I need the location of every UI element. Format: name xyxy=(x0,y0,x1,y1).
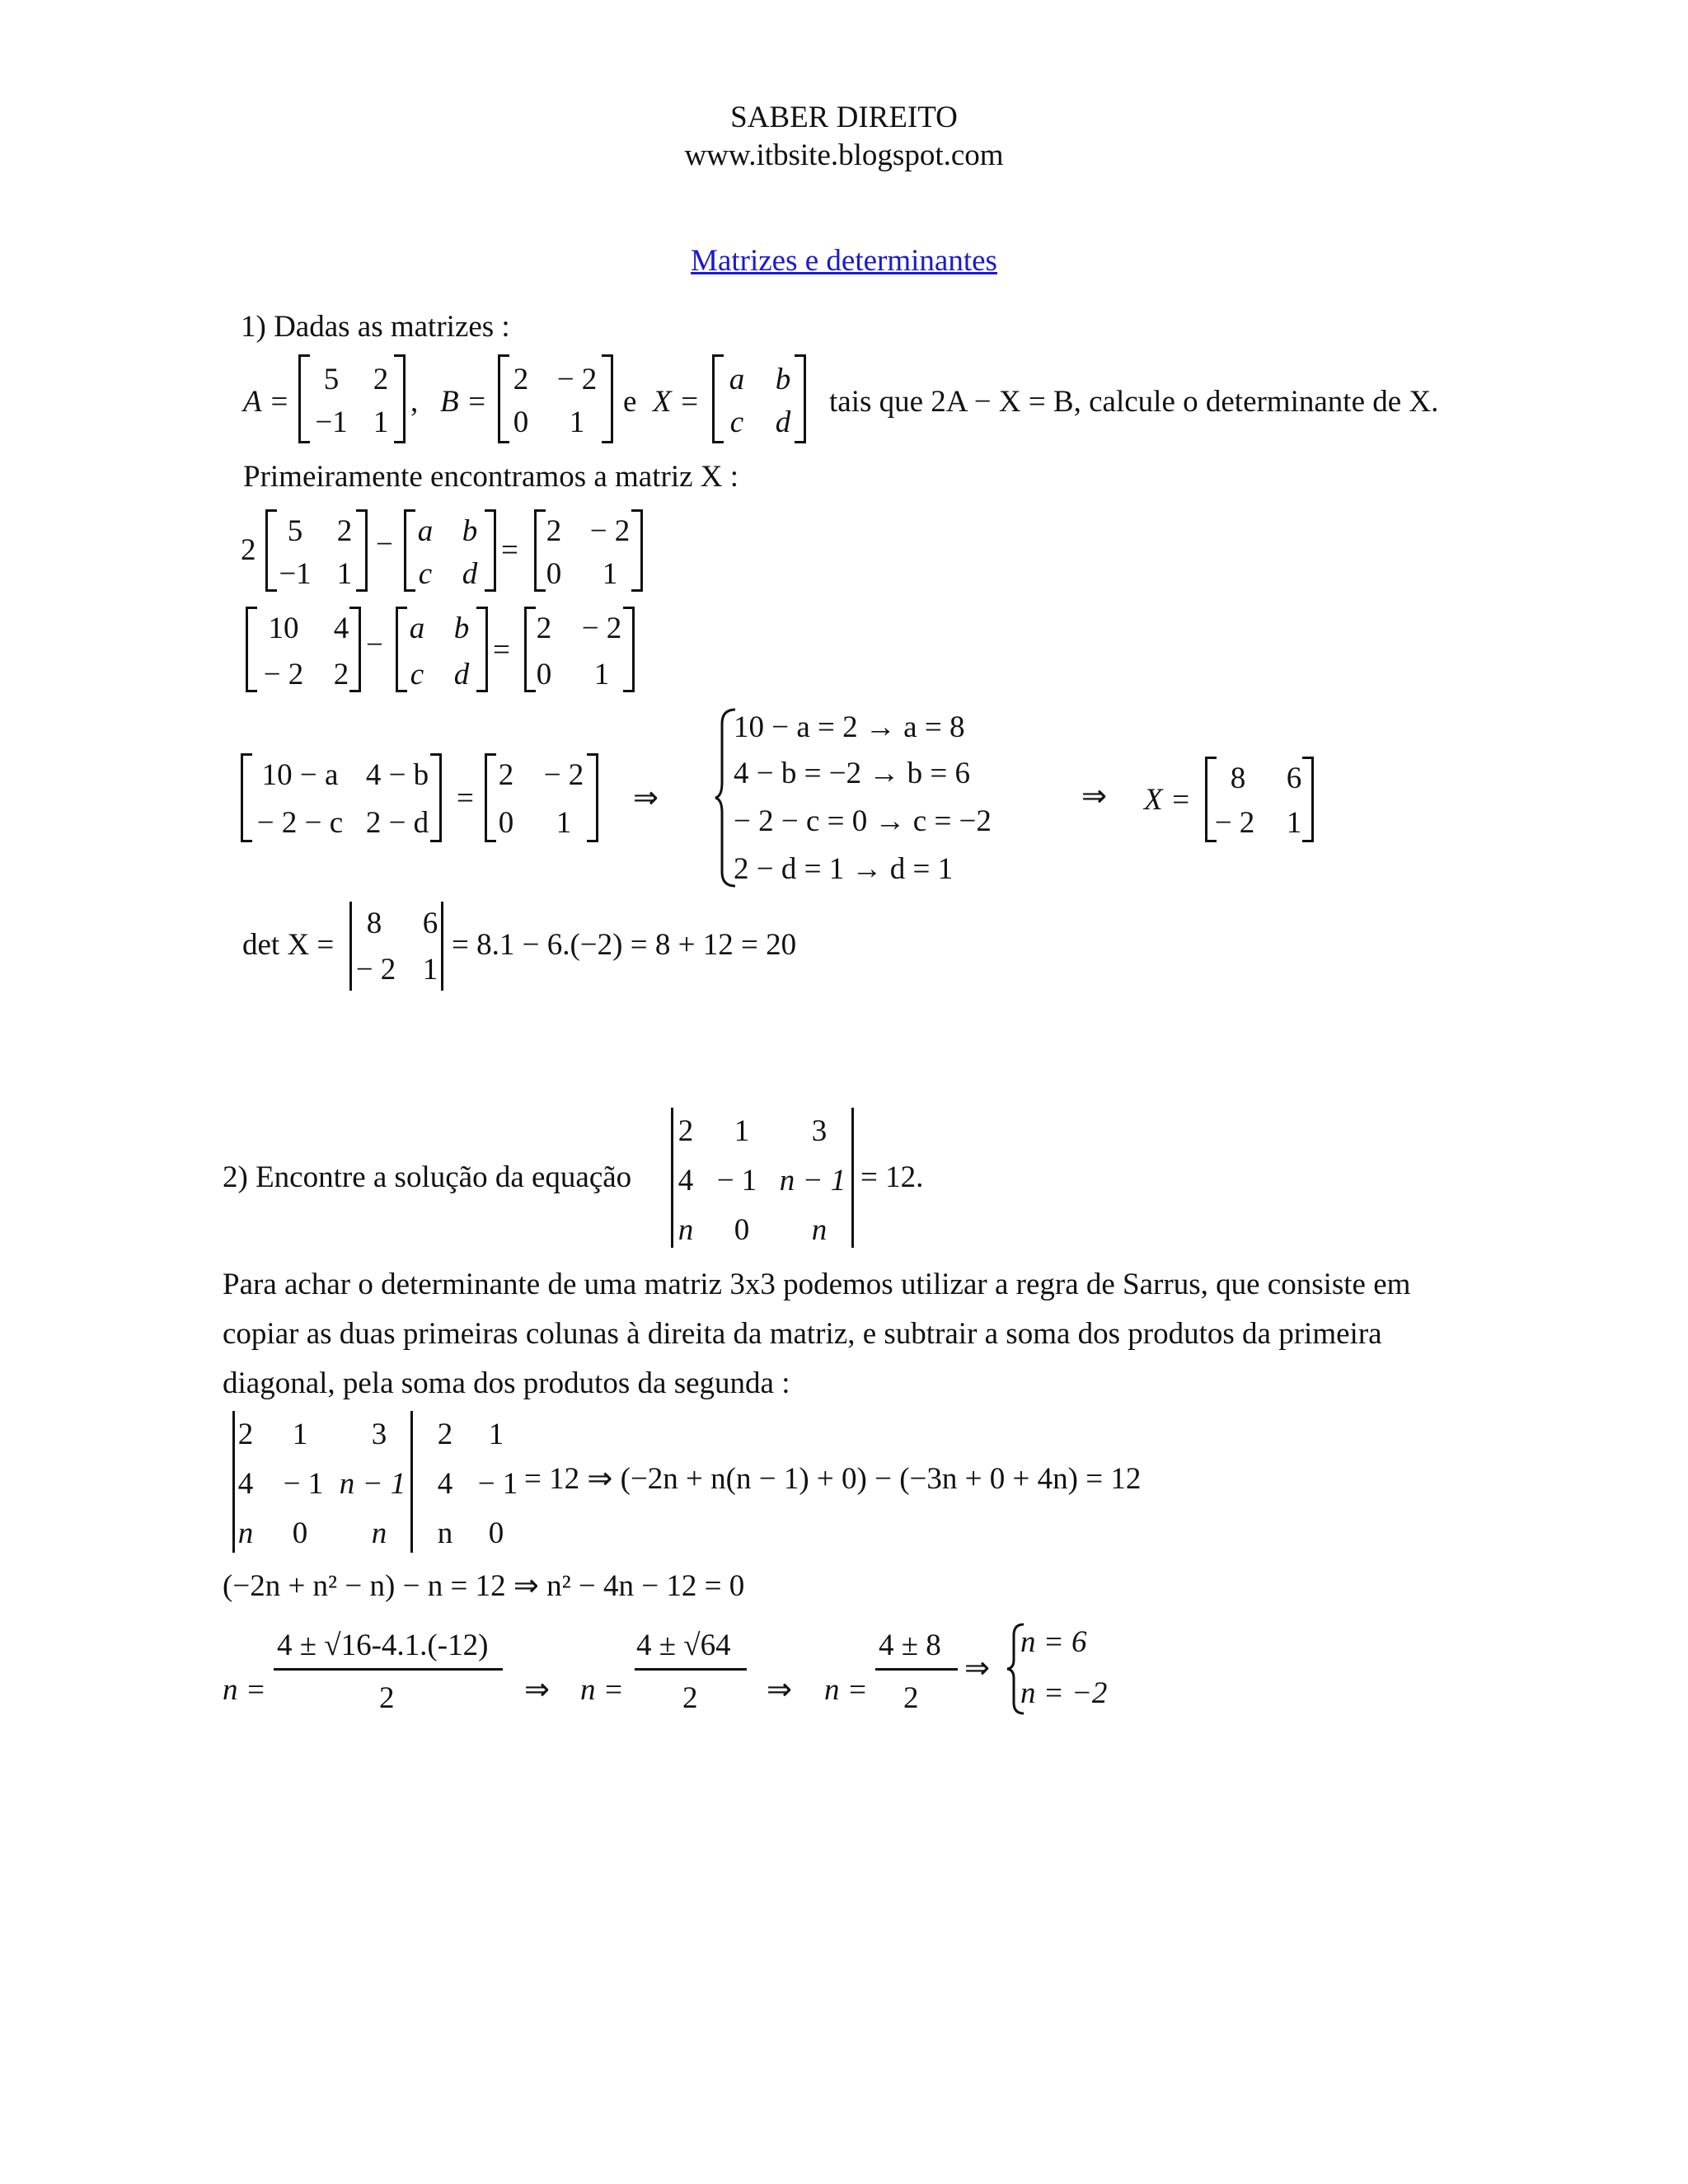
fraction-denominator: 2 xyxy=(682,1681,698,1715)
matrix-cell: − 2 − c xyxy=(256,806,344,840)
implies-arrow: ⇒ xyxy=(633,781,659,815)
matrix-cell: 5 xyxy=(323,363,340,396)
matrix-cell: − 1 xyxy=(477,1467,518,1501)
fraction-bar xyxy=(274,1668,503,1671)
matrix-2A xyxy=(246,607,361,692)
matrix-A xyxy=(298,354,406,443)
matrix-cell: 1 xyxy=(556,806,572,840)
fraction-numerator: 4 ± 8 xyxy=(879,1629,941,1662)
explanation-line: copiar as duas primeiras colunas à direita da matriz, e subtrair a soma dos produtos da primeira xyxy=(223,1317,1382,1351)
matrix-cell: 1 xyxy=(292,1418,308,1451)
matrix-cell: − 1 xyxy=(283,1467,324,1501)
fraction-numerator: 4 ± √64 xyxy=(636,1629,731,1662)
q2-prompt: 2) Encontre a solução da equação xyxy=(223,1160,632,1194)
matrix-cell: 2 xyxy=(513,363,529,396)
matrix-cell: 2 xyxy=(678,1114,694,1148)
implies-arrow: ⇒ xyxy=(1081,780,1108,813)
matrix-cell: 0 xyxy=(734,1213,750,1247)
matrix-cell: 4 − b xyxy=(365,758,429,792)
matrix-cell: 2 xyxy=(546,514,562,548)
matrix-cell: − 2 xyxy=(556,363,598,396)
matrix-cell: n − 1 xyxy=(339,1467,406,1501)
matrix-X-copy xyxy=(396,607,488,692)
n-equals: n = xyxy=(824,1673,868,1707)
matrix-A-copy xyxy=(265,509,368,592)
minus-sign: − xyxy=(376,527,393,561)
matrix-cell: 3 xyxy=(371,1418,387,1451)
equals-sign: = xyxy=(493,633,510,667)
matrix-cell: b xyxy=(775,363,791,396)
system-equation: − 2 − c = 0 → c = −2 xyxy=(734,804,992,838)
matrix-cell: 2 xyxy=(237,1418,254,1451)
matrix-cell: d xyxy=(453,658,470,691)
matrix-X-result-label: X = xyxy=(1144,783,1191,817)
matrix-cell: d xyxy=(462,557,478,591)
quadratic-step: (−2n + n² − n) − n = 12 ⇒ n² − 4n − 12 = 0 xyxy=(223,1569,745,1603)
matrix-cell: − 2 xyxy=(355,953,396,987)
equals-sign: = xyxy=(457,781,474,815)
matrix-cell: n xyxy=(437,1516,453,1550)
matrix-cell: 10 xyxy=(268,612,299,645)
matrix-cell: −1 xyxy=(315,405,348,439)
implies-arrow: ⇒ xyxy=(964,1652,991,1685)
matrix-cell: 4 xyxy=(678,1164,694,1197)
matrix-cell: 6 xyxy=(1286,762,1302,795)
matrix-cell: 1 xyxy=(734,1114,750,1148)
matrix-cell: b xyxy=(462,514,478,548)
matrix-cell: 2 xyxy=(373,363,389,396)
det-label: det X = xyxy=(242,928,335,962)
matrix-cell: 0 xyxy=(513,405,529,439)
matrix-cell: 2 − d xyxy=(365,806,429,840)
matrix-cell: 4 xyxy=(437,1467,453,1501)
sarrus-matrix xyxy=(232,1411,414,1553)
matrix-cell: 5 xyxy=(287,514,303,548)
matrix-cell: 4 xyxy=(237,1467,254,1501)
q2-matrix xyxy=(671,1108,854,1248)
det-result: = 8.1 − 6.(−2) = 8 + 12 = 20 xyxy=(452,928,797,962)
matrix-cell: 1 xyxy=(602,557,618,591)
sarrus-extra-columns xyxy=(429,1411,519,1553)
minus-sign: − xyxy=(366,628,383,662)
conjunction-e: e xyxy=(623,385,637,419)
site-name: SABER DIREITO xyxy=(730,101,958,134)
matrix-cell: 0 xyxy=(488,1516,504,1550)
matrix-cell: − 2 xyxy=(1214,806,1255,840)
matrix-cell: n xyxy=(678,1213,694,1247)
matrix-cell: c xyxy=(729,405,744,439)
matrix-cell: − 2 xyxy=(263,658,304,691)
matrix-cell: 0 xyxy=(536,658,552,691)
matrix-B-label: B = xyxy=(440,385,487,419)
matrix-cell: −1 xyxy=(279,557,312,591)
matrix-cell: a xyxy=(409,612,425,645)
matrix-A-label: A = xyxy=(243,385,290,419)
matrix-cell: 2 xyxy=(437,1418,453,1451)
matrix-cell: 2 xyxy=(498,758,514,792)
matrix-cell: 8 xyxy=(366,907,382,940)
system-equation: 10 − a = 2 → a = 8 xyxy=(734,710,965,744)
matrix-B-copy xyxy=(485,753,598,842)
matrix-X-result xyxy=(1205,757,1314,842)
matrix-cell: − 2 xyxy=(581,612,622,645)
solution: n = −2 xyxy=(1020,1676,1108,1710)
matrix-cell: − 1 xyxy=(716,1164,757,1197)
matrix-X-label: X = xyxy=(653,385,700,419)
n-equals: n = xyxy=(223,1673,266,1707)
matrix-cell: 4 xyxy=(333,612,349,645)
matrix-cell: a xyxy=(729,363,745,396)
matrix-cell: n xyxy=(811,1213,828,1247)
matrix-difference xyxy=(241,753,442,842)
title-link[interactable]: Matrizes e determinantes xyxy=(691,244,997,278)
matrix-cell: 0 xyxy=(498,806,514,840)
matrix-cell: 1 xyxy=(422,953,438,987)
page-title[interactable] xyxy=(0,244,1688,279)
solution: n = 6 xyxy=(1020,1625,1087,1659)
matrix-cell: 6 xyxy=(422,907,438,940)
matrix-B-copy xyxy=(524,607,635,692)
explanation-line: Para achar o determinante de uma matriz 3x3 podemos utilizar a regra de Sarrus, que consiste em xyxy=(223,1268,1411,1301)
matrix-cell: c xyxy=(418,557,433,591)
matrix-cell: 1 xyxy=(488,1418,504,1451)
fraction-numerator: 4 ± √16-4.1.(-12) xyxy=(277,1629,489,1662)
implies-arrow: ⇒ xyxy=(767,1673,793,1707)
matrix-cell: n xyxy=(237,1516,254,1550)
fraction-denominator: 2 xyxy=(379,1681,395,1715)
matrix-cell: n − 1 xyxy=(779,1164,846,1197)
matrix-B xyxy=(498,354,613,443)
matrix-cell: a xyxy=(417,514,434,548)
matrix-cell: b xyxy=(453,612,470,645)
system-equation: 4 − b = −2 → b = 6 xyxy=(734,757,970,790)
n-equals: n = xyxy=(580,1673,624,1707)
matrix-cell: c xyxy=(410,658,424,691)
matrix-cell: 2 xyxy=(333,658,349,691)
matrix-cell: 1 xyxy=(593,658,610,691)
matrix-cell: 1 xyxy=(336,557,353,591)
q2-rhs: = 12. xyxy=(860,1160,924,1194)
matrix-cell: 2 xyxy=(336,514,353,548)
matrix-cell: 1 xyxy=(1286,806,1302,840)
matrix-cell: d xyxy=(775,405,791,439)
coefficient-2: 2 xyxy=(241,533,256,567)
matrix-cell: 8 xyxy=(1230,762,1246,795)
fraction-bar xyxy=(875,1668,958,1671)
matrix-cell: 1 xyxy=(373,405,389,439)
matrix-X-copy xyxy=(404,509,496,592)
sarrus-equation: = 12 ⇒ (−2n + n(n − 1) + 0) − (−3n + 0 + 4n) = 12 xyxy=(524,1462,1142,1496)
first-step-text: Primeiramente encontramos a matriz X : xyxy=(243,460,739,494)
matrix-cell: n xyxy=(371,1516,387,1550)
site-url[interactable]: www.itbsite.blogspot.com xyxy=(684,138,1004,172)
comma: , xyxy=(410,385,419,419)
det-matrix xyxy=(349,902,443,991)
fraction-bar xyxy=(635,1668,747,1671)
q1-prompt: 1) Dadas as matrizes : xyxy=(241,310,510,344)
matrix-cell: 1 xyxy=(569,405,585,439)
matrix-cell: 2 xyxy=(536,612,552,645)
equals-sign: = xyxy=(501,533,518,567)
matrix-cell: 3 xyxy=(811,1114,828,1148)
matrix-cell: − 2 xyxy=(589,514,631,548)
matrix-B-copy xyxy=(534,509,643,592)
condition-text: tais que 2A − X = B, calcule o determinante de X. xyxy=(829,385,1439,419)
matrix-X xyxy=(712,354,806,443)
matrix-cell: 0 xyxy=(546,557,562,591)
matrix-cell: − 2 xyxy=(543,758,584,792)
system-equation: 2 − d = 1 → d = 1 xyxy=(734,852,954,886)
matrix-cell: 10 − a xyxy=(261,758,339,792)
implies-arrow: ⇒ xyxy=(524,1673,551,1707)
matrix-cell: 0 xyxy=(292,1516,308,1550)
explanation-line: diagonal, pela soma dos produtos da segunda : xyxy=(223,1366,790,1400)
fraction-denominator: 2 xyxy=(903,1681,919,1715)
